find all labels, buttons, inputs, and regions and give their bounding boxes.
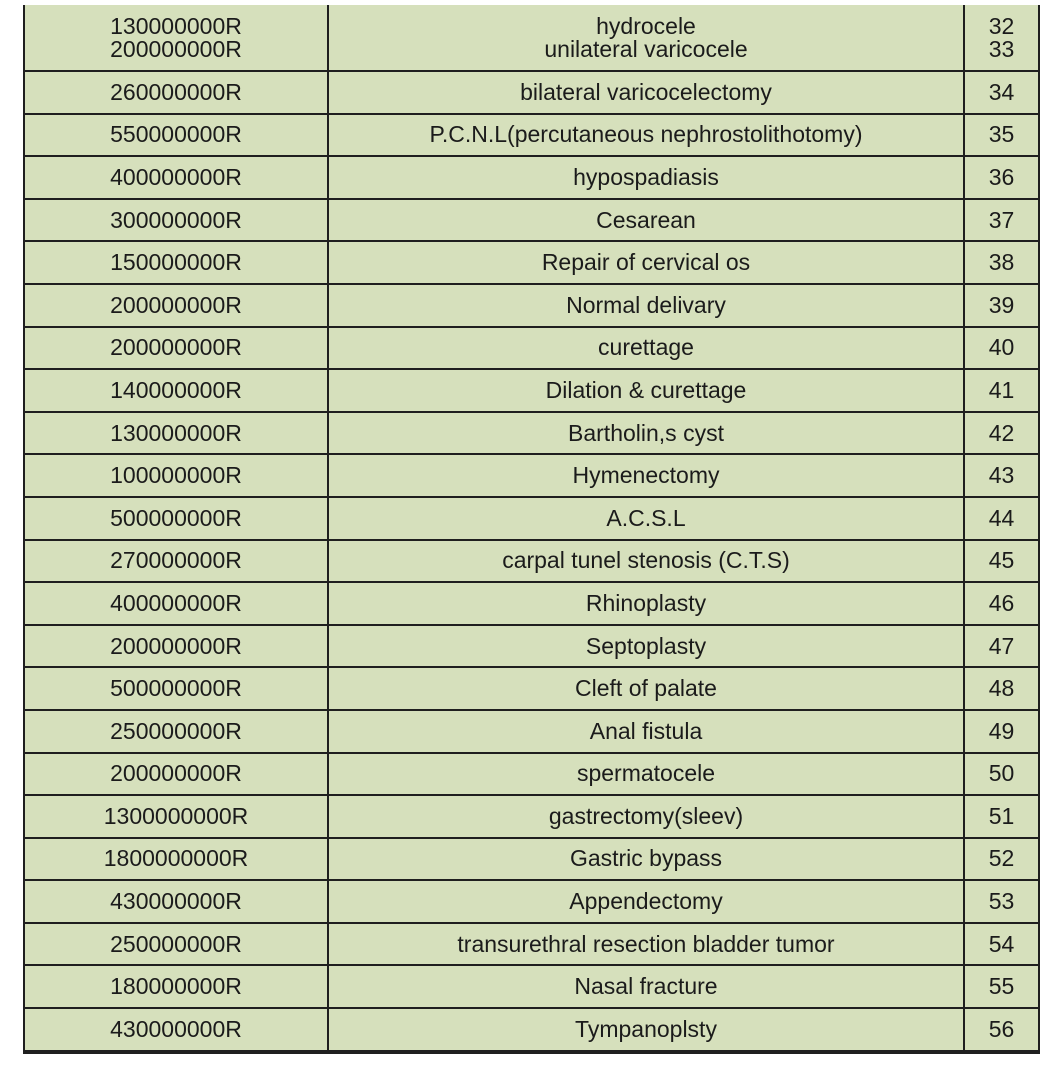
- table-row: [23, 668, 1040, 711]
- table-row: [23, 328, 1040, 371]
- procedure-cell: Gastric bypass: [327, 839, 963, 880]
- price-cell: 1800000000R: [103, 845, 249, 872]
- price-cell: 400000000R: [110, 589, 242, 616]
- procedure-cell: transurethral resection bladder tumor: [327, 924, 963, 965]
- procedure-cell: Hymenectomy: [327, 455, 963, 496]
- price-cell: 550000000R: [110, 121, 242, 148]
- procedure-cell: P.C.N.L(percutaneous nephrostolithotomy): [327, 115, 963, 156]
- index-cell: 47: [963, 626, 1040, 667]
- index-cell: 35: [963, 115, 1040, 156]
- procedure-cell: Cesarean: [327, 200, 963, 241]
- price-cell: 430000000R: [110, 888, 242, 915]
- price-cell: 200000000R: [110, 291, 242, 318]
- procedure-cell: Cleft of palate: [327, 668, 963, 709]
- price-cell: 200000000R: [110, 36, 242, 63]
- price-cell: 500000000R: [110, 675, 242, 702]
- index-cell: 36: [963, 157, 1040, 198]
- index-cell: 52: [963, 839, 1040, 880]
- index-cell: 56: [963, 1009, 1040, 1050]
- index-cell: 38: [963, 242, 1040, 283]
- procedure-cell: hypospadiasis: [327, 157, 963, 198]
- procedure-cell: Bartholin,s cyst: [327, 413, 963, 454]
- table-row: [23, 115, 1040, 158]
- procedures-price-table: [23, 13, 1040, 1054]
- procedure-cell: bilateral varicocelectomy: [327, 72, 963, 113]
- index-cell: 44: [963, 498, 1040, 539]
- table-row: [23, 881, 1040, 924]
- table-row: [23, 285, 1040, 328]
- price-cell: 200000000R: [110, 632, 242, 659]
- index-cell: 40: [963, 328, 1040, 369]
- price-cell: 250000000R: [110, 930, 242, 957]
- table-row: [23, 1009, 1040, 1054]
- procedure-cell: Dilation & curettage: [327, 370, 963, 411]
- procedure-cell: Rhinoplasty: [327, 583, 963, 624]
- price-cell: 300000000R: [110, 206, 242, 233]
- price-cell: 430000000R: [110, 1015, 242, 1042]
- index-cell: 34: [963, 72, 1040, 113]
- table-row: [23, 72, 1040, 115]
- procedure-cell: curettage: [327, 328, 963, 369]
- table-row: [23, 839, 1040, 882]
- price-cell: 130000000R: [110, 419, 242, 446]
- table-row: [23, 754, 1040, 797]
- index-cell: 53: [963, 881, 1040, 922]
- price-cell: 140000000R: [110, 376, 242, 403]
- price-cell: 200000000R: [110, 334, 242, 361]
- index-cell: 43: [963, 455, 1040, 496]
- table-row: [23, 29, 1040, 72]
- table-row: [23, 541, 1040, 584]
- procedure-cell: hydrocele: [327, 5, 963, 48]
- price-cell: 500000000R: [110, 504, 242, 531]
- index-cell: 55: [963, 966, 1040, 1007]
- index-cell: 45: [963, 541, 1040, 582]
- index-cell: 49: [963, 711, 1040, 752]
- index-cell: 37: [963, 200, 1040, 241]
- table-row: [23, 924, 1040, 967]
- price-cell: 150000000R: [110, 249, 242, 276]
- price-cell: 200000000R: [110, 760, 242, 787]
- index-cell: 50: [963, 754, 1040, 795]
- index-cell: 33: [963, 29, 1040, 70]
- table-row: [23, 796, 1040, 839]
- index-cell: 51: [963, 796, 1040, 837]
- table-row: [23, 370, 1040, 413]
- procedure-cell: unilateral varicocele: [327, 29, 963, 70]
- clipped-table-row: [23, 5, 1040, 40]
- price-cell: 1300000000R: [103, 802, 249, 829]
- table-row: [23, 711, 1040, 754]
- price-cell: 400000000R: [110, 163, 242, 190]
- price-cell: 100000000R: [110, 462, 242, 489]
- table-row: [23, 626, 1040, 669]
- procedure-cell: Septoplasty: [327, 626, 963, 667]
- table-row: [23, 242, 1040, 285]
- procedure-cell: spermatocele: [327, 754, 963, 795]
- price-cell: 130000000R: [110, 13, 242, 40]
- table-row: [23, 200, 1040, 243]
- procedure-cell: Normal delivary: [327, 285, 963, 326]
- table-row: [23, 498, 1040, 541]
- table-row: [23, 157, 1040, 200]
- table-row: [23, 455, 1040, 498]
- table-row: [23, 583, 1040, 626]
- procedure-cell: carpal tunel stenosis (C.T.S): [327, 541, 963, 582]
- price-cell: 260000000R: [110, 78, 242, 105]
- table-row: [23, 966, 1040, 1009]
- index-cell: 46: [963, 583, 1040, 624]
- index-cell: 32: [963, 5, 1040, 48]
- price-cell: 270000000R: [110, 547, 242, 574]
- table-row: [23, 413, 1040, 456]
- procedure-cell: Nasal fracture: [327, 966, 963, 1007]
- procedure-cell: gastrectomy(sleev): [327, 796, 963, 837]
- procedure-cell: Appendectomy: [327, 881, 963, 922]
- procedure-cell: A.C.S.L: [327, 498, 963, 539]
- price-cell: 180000000R: [110, 973, 242, 1000]
- procedure-cell: Anal fistula: [327, 711, 963, 752]
- procedure-cell: Tympanoplsty: [327, 1009, 963, 1050]
- index-cell: 42: [963, 413, 1040, 454]
- price-cell: 250000000R: [110, 717, 242, 744]
- index-cell: 54: [963, 924, 1040, 965]
- index-cell: 41: [963, 370, 1040, 411]
- index-cell: 39: [963, 285, 1040, 326]
- procedure-cell: Repair of cervical os: [327, 242, 963, 283]
- index-cell: 48: [963, 668, 1040, 709]
